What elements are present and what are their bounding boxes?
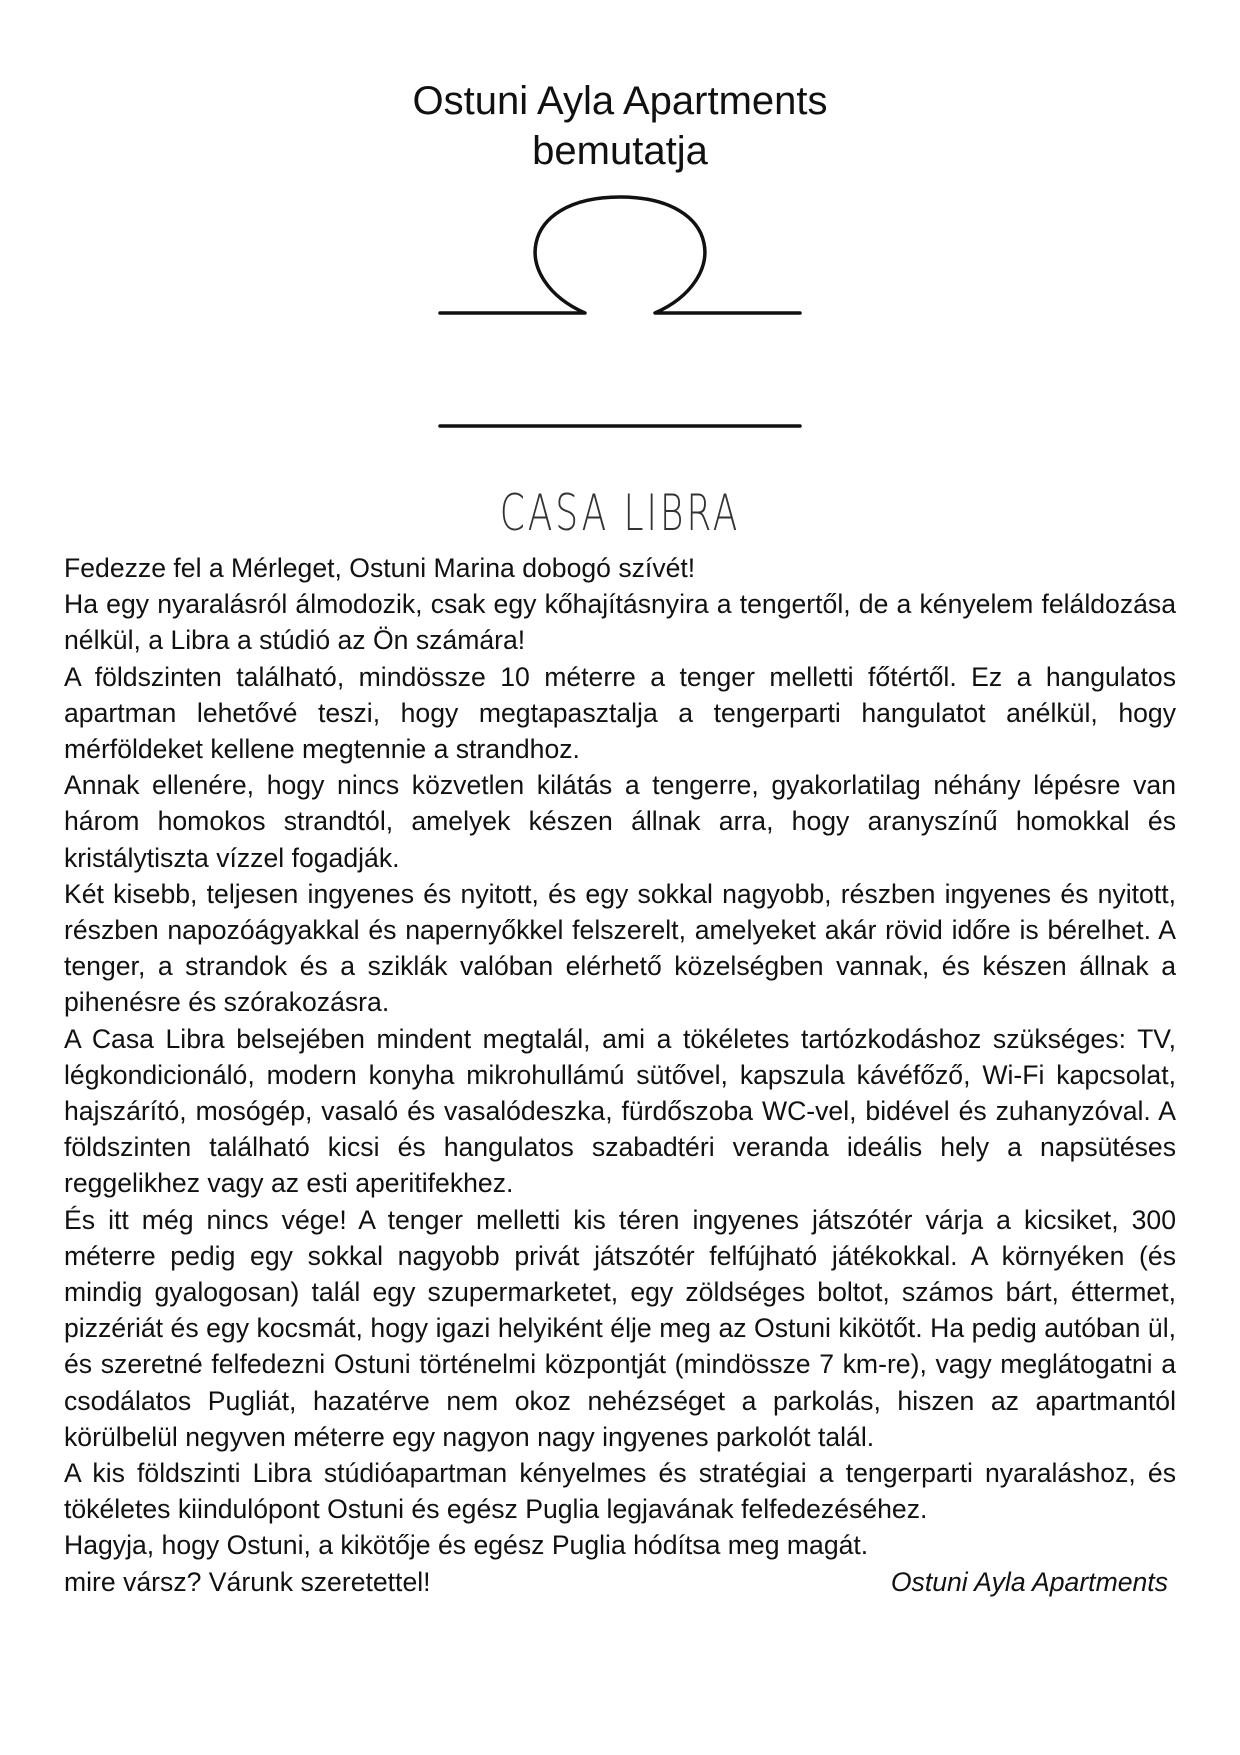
paragraph: És itt még nincs vége! A tenger melletti kis téren ingyenes játszótér várja a kicsiket, 300 méterre pedig egy sokkal nagyobb privát játszótér felfújható játékokkal. A környéken (és mindig gyalogosan) talál egy szupermarketet, egy zöldséges boltot, számos bárt, éttermet, pizzériát és egy kocsmát, hogy igazi helyiként élje meg az Ostuni kikötőt. Ha pedig autóban ül, és szeretné felfedezni Ostuni történelmi központját (mindössze 7 km-re), vagy meglátogatni a csodálatos Pugliát, hazatérve nem okoz nehézséget a parkolás, hiszen az apartmantól körülbelül negyven méterre egy nagyon nagy ingyenes parkolót talál. — [64, 1204, 1176, 1452]
paragraph: Ha egy nyaralásról álmodozik, csak egy kőhajításnyira a tengertől, de a kényelem feláldozása nélkül, a Libra a stúdió az Ön számára! — [64, 589, 1176, 656]
paragraph: Annak ellenére, hogy nincs közvetlen kilátás a tengerre, gyakorlatilag néhány lépésre van három homokos strandtól, amelyek készen állnak arra, hogy aranyszínű homokkal és kristálytiszta vízzel fogadják. — [64, 770, 1176, 873]
closing-row — [64, 1564, 1176, 1600]
header-title: Ostuni Ayla Apartments — [412, 79, 828, 123]
paragraph: A földszinten található, mindössze 10 méterre a tenger melletti főtértől. Ez a hangulatos apartman lehetővé teszi, hogy megtapasztalja a tengerparti hangulatot anélkül, hogy mérföldeket kellene megtennie a strandhoz. — [64, 661, 1176, 765]
paragraph: A kis földszinti Libra stúdióapartman kényelmes és stratégiai a tengerparti nyaraláshoz, és tökéletes kiindulópont Ostuni és egész Puglia legjavának felfedezéséhez. — [64, 1458, 1176, 1525]
libra-arc — [440, 197, 800, 313]
header-subtitle: bemutatja — [532, 129, 708, 173]
paragraph: Fedezze fel a Mérleget, Ostuni Marina dobogó szívét! — [64, 553, 696, 583]
paragraph: Két kisebb, teljesen ingyenes és nyitott, és egy sokkal nagyobb, részben ingyenes és nyitott, részben napozóágyakkal és napernyőkkel felszerelt, amelyeket akár rövid időre is bérelhet. A tenger, a strandok és a sziklák valóban elérhető közelségben vannak, és készen állnak a pihenésre és szórakozásra. — [64, 878, 1176, 1018]
description-body — [64, 550, 1176, 1600]
brand-name: CASA LIBRA — [499, 484, 741, 542]
closing-text: mire vársz? Várunk szeretettel! — [64, 1566, 431, 1597]
paragraph: A Casa Libra belsejében mindent megtalál, ami a tökéletes tartózkodáshoz szükséges: TV, légkondicionáló, modern konyha mikrohullámú sütővel, kapszula kávéfőző, Wi-Fi kapcsolat, hajszárító, mosógép, vasaló és vasalódeszka, fürdőszoba WC-vel, bidével és zuhanyzóval. A földszinten található kicsi és hangulatos szabadtéri veranda ideális hely a napsütéses reggelikhez vagy az esti aperitifekhez. — [64, 1023, 1176, 1199]
signature: Ostuni Ayla Apartments — [890, 1566, 1168, 1597]
paragraph: Hagyja, hogy Ostuni, a kikötője és egész Puglia hódítsa meg magát. — [64, 1530, 869, 1561]
libra-symbol-icon — [430, 195, 810, 445]
